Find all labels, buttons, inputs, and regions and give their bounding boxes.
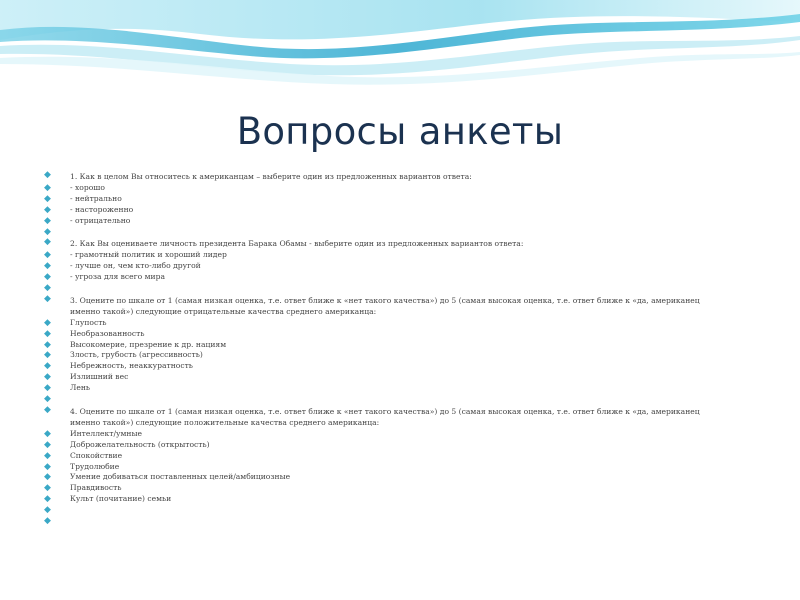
list-item-text: Спокойствие — [70, 450, 123, 460]
list-item — [44, 294, 724, 318]
list-item — [44, 261, 724, 272]
diamond-bullet-icon: ◆ — [44, 170, 51, 180]
diamond-bullet-icon: ◆ — [44, 272, 51, 283]
list-item — [44, 372, 724, 383]
list-item — [44, 462, 724, 473]
list-item-text: Необразованность — [70, 328, 145, 338]
diamond-bullet-icon: ◆ — [44, 394, 51, 405]
diamond-bullet-icon: ◆ — [44, 450, 51, 461]
list-item — [44, 494, 724, 505]
list-item — [44, 216, 724, 227]
list-item — [44, 329, 724, 340]
list-item-text: - настороженно — [70, 204, 134, 214]
list-item-text: Культ (почитание) семьи — [70, 494, 172, 504]
list-item — [44, 394, 724, 405]
diamond-bullet-icon: ◆ — [44, 317, 51, 328]
list-item-text: 2. Как Вы оцениваете личность президента Барака Обамы - выберите один из предложенных вариантов ответа: — [70, 239, 524, 249]
list-item — [44, 361, 724, 372]
diamond-bullet-icon: ◆ — [44, 237, 51, 248]
list-item — [44, 451, 724, 462]
list-item — [44, 429, 724, 440]
diamond-bullet-icon: ◆ — [44, 182, 51, 193]
list-item — [44, 272, 724, 283]
diamond-bullet-icon: ◆ — [44, 250, 51, 261]
list-item — [44, 440, 724, 451]
diamond-bullet-icon: ◆ — [44, 439, 51, 450]
diamond-bullet-icon: ◆ — [44, 383, 51, 394]
diamond-bullet-icon: ◆ — [44, 283, 51, 294]
diamond-bullet-icon: ◆ — [44, 404, 51, 415]
list-item-text: Лень — [70, 383, 91, 393]
list-item-text: Небрежность, неаккуратность — [70, 361, 193, 371]
list-item — [44, 350, 724, 361]
diamond-bullet-icon: ◆ — [44, 505, 51, 516]
list-item-text: Интеллект/умные — [70, 428, 142, 438]
list-item-text: Умение добиваться поставленных целей/амбициозные — [70, 472, 291, 482]
diamond-bullet-icon: ◆ — [44, 261, 51, 272]
list-item — [44, 170, 724, 183]
list-item-text: Излишний вес — [70, 372, 129, 382]
wave-graphic — [0, 0, 800, 90]
diamond-bullet-icon: ◆ — [44, 461, 51, 472]
list-item-text: Высокомерие, презрение к др. нациям — [70, 339, 227, 349]
list-item-text: Правдивость — [70, 483, 122, 493]
list-item-text: - хорошо — [70, 182, 105, 192]
list-item-text: Доброжелательность (открытость) — [70, 439, 210, 449]
list-item-text: 1. Как в целом Вы относитесь к американцам – выберите один из предложенных вариантов ответа: — [70, 172, 472, 181]
list-item — [44, 205, 724, 216]
list-item — [44, 194, 724, 205]
diamond-bullet-icon: ◆ — [44, 516, 51, 527]
list-item-text: - лучше он, чем кто-либо другой — [70, 261, 201, 271]
list-item-text: - отрицательно — [70, 215, 131, 225]
list-item — [44, 516, 724, 527]
list-item — [44, 250, 724, 261]
list-item-text: - угроза для всего мира — [70, 272, 165, 282]
list-item-text: Злость, грубость (агрессивность) — [70, 350, 203, 360]
list-item — [44, 227, 724, 238]
diamond-bullet-icon: ◆ — [44, 226, 51, 237]
list-item — [44, 405, 724, 429]
list-item-text: Глупость — [70, 317, 107, 327]
list-item — [44, 505, 724, 516]
list-item — [44, 183, 724, 194]
diamond-bullet-icon: ◆ — [44, 193, 51, 204]
diamond-bullet-icon: ◆ — [44, 372, 51, 383]
list-item — [44, 472, 724, 483]
wave-header-decoration — [0, 0, 800, 90]
list-item-text: Трудолюбие — [70, 461, 120, 471]
list-item — [44, 483, 724, 494]
slide-title: Вопросы анкеты — [236, 110, 564, 153]
list-item — [44, 283, 724, 294]
list-item-text: - грамотный политик и хороший лидер — [70, 250, 227, 260]
list-item — [44, 237, 724, 250]
question-list — [44, 170, 724, 527]
list-item-text: - нейтрально — [70, 193, 122, 203]
list-item — [44, 340, 724, 351]
diamond-bullet-icon: ◆ — [44, 472, 51, 483]
list-item — [44, 383, 724, 394]
list-item-text: 4. Оцените по шкале от 1 (самая низкая оценка, т.е. ответ ближе к «нет такого качества») до 5 (самая высокая оценка, т.е. ответ ближе к «да, американец именно такой») следующие положительные качества среднего американца: — [70, 406, 700, 427]
diamond-bullet-icon: ◆ — [44, 483, 51, 494]
diamond-bullet-icon: ◆ — [44, 293, 51, 304]
list-item — [44, 318, 724, 329]
diamond-bullet-icon: ◆ — [44, 215, 51, 226]
diamond-bullet-icon: ◆ — [44, 339, 51, 350]
diamond-bullet-icon: ◆ — [44, 494, 51, 505]
list-item-text: 3. Оцените по шкале от 1 (самая низкая оценка, т.е. ответ ближе к «нет такого качества») до 5 (самая высокая оценка, т.е. ответ ближе к «да, американец именно такой») следующие отрицательные качества среднего американца: — [70, 295, 700, 316]
diamond-bullet-icon: ◆ — [44, 204, 51, 215]
diamond-bullet-icon: ◆ — [44, 428, 51, 439]
diamond-bullet-icon: ◆ — [44, 361, 51, 372]
diamond-bullet-icon: ◆ — [44, 350, 51, 361]
diamond-bullet-icon: ◆ — [44, 328, 51, 339]
